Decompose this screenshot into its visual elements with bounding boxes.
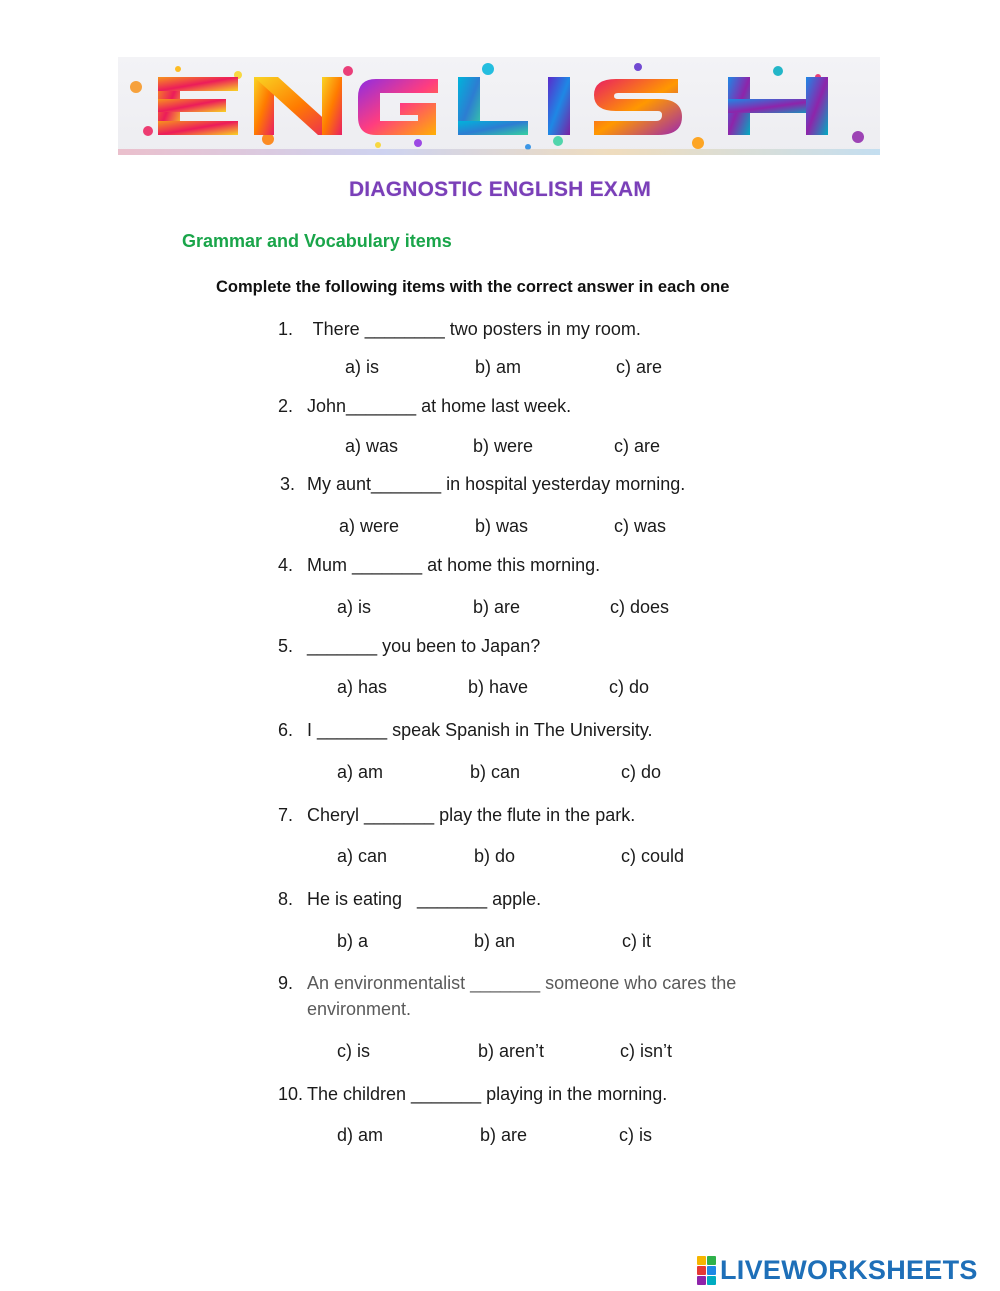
option-b[interactable]: b) an — [474, 931, 516, 951]
question-text: He is eating _______ apple. — [307, 889, 542, 909]
letter-g-graphic — [358, 79, 438, 135]
option-c[interactable]: c) is — [619, 1125, 652, 1145]
question-text: My aunt_______ in hospital yesterday morning. — [307, 474, 686, 494]
question-text: Cheryl _______ play the flute in the park. — [307, 805, 636, 825]
option-c[interactable]: c) does — [610, 597, 670, 617]
option-c[interactable]: c) could — [621, 846, 685, 866]
option-b[interactable]: b) can — [470, 762, 521, 782]
option-a[interactable]: a) is — [337, 597, 372, 617]
question-text: The children _______ playing in the morning. — [307, 1084, 668, 1104]
question-2 — [278, 396, 571, 417]
option-b[interactable]: b) are — [480, 1125, 528, 1145]
question-number: 7. — [278, 805, 294, 825]
letter-e-graphic — [158, 77, 238, 135]
question-number: 2. — [278, 396, 294, 416]
question-number: 10. — [278, 1084, 304, 1104]
letter-h-graphic — [728, 77, 828, 135]
question-6 — [278, 720, 653, 741]
option-b[interactable]: b) was — [475, 516, 529, 536]
question-text: I _______ speak Spanish in The University. — [307, 720, 653, 740]
paint-splash-graphic — [118, 57, 880, 155]
question-10 — [278, 1084, 667, 1105]
banner-color-strip — [118, 149, 880, 155]
question-text: _______ you been to Japan? — [307, 636, 541, 656]
option-c[interactable]: c) do — [621, 762, 662, 782]
instructions: Complete the following items with the correct answer in each one — [216, 278, 730, 296]
option-a[interactable]: a) were — [339, 516, 400, 536]
question-number: 9. — [278, 973, 294, 993]
option-b[interactable]: b) were — [473, 436, 534, 456]
option-a[interactable]: c) is — [337, 1041, 370, 1061]
letter-i-graphic — [548, 77, 570, 135]
option-a[interactable]: a) has — [337, 677, 388, 697]
option-a[interactable]: d) am — [337, 1125, 384, 1145]
option-c[interactable]: c) was — [614, 516, 667, 536]
question-text: Mum _______ at home this morning. — [307, 555, 601, 575]
letter-l-graphic — [458, 77, 528, 135]
question-number: 1. — [278, 319, 294, 339]
option-a[interactable]: a) can — [337, 846, 388, 866]
option-b[interactable]: b) aren’t — [478, 1041, 545, 1061]
question-3 — [280, 474, 685, 495]
option-b[interactable]: b) have — [468, 677, 529, 697]
question-text: John_______ at home last week. — [307, 396, 572, 416]
question-text: There ________ two posters in my room. — [308, 319, 641, 339]
option-c[interactable]: c) isn’t — [620, 1041, 673, 1061]
option-a[interactable]: b) a — [337, 931, 369, 951]
question-7 — [278, 805, 635, 826]
question-1 — [278, 319, 641, 340]
option-b[interactable]: b) are — [473, 597, 521, 617]
letter-s-graphic — [594, 79, 682, 135]
option-a[interactable]: a) is — [345, 357, 380, 377]
question-9 — [278, 973, 736, 994]
letter-n-graphic — [254, 77, 342, 135]
question-8 — [278, 889, 541, 910]
option-c[interactable]: c) are — [614, 436, 661, 456]
question-number: 3. — [280, 474, 296, 494]
english-banner — [118, 57, 880, 155]
section-heading: Grammar and Vocabulary items — [182, 231, 452, 251]
question-4 — [278, 555, 600, 576]
option-b[interactable]: b) am — [475, 357, 522, 377]
question-text: An environmentalist _______ someone who cares the — [307, 973, 737, 993]
option-a[interactable]: a) am — [337, 762, 384, 782]
option-a[interactable]: a) was — [345, 436, 399, 456]
option-b[interactable]: b) do — [474, 846, 516, 866]
liveworksheets-logo — [697, 1255, 978, 1285]
question-number: 5. — [278, 636, 294, 656]
page-title: DIAGNOSTIC ENGLISH EXAM — [348, 178, 652, 201]
question-number: 4. — [278, 555, 294, 575]
option-c[interactable]: c) are — [616, 357, 663, 377]
question-5 — [278, 636, 540, 657]
option-c[interactable]: c) it — [622, 931, 651, 951]
option-c[interactable]: c) do — [609, 677, 650, 697]
question-number: 6. — [278, 720, 294, 740]
question-number: 8. — [278, 889, 294, 909]
logo-text: LIVEWORKSHEETS — [720, 1254, 978, 1285]
question-text-continued: environment. — [307, 999, 412, 1019]
logo-blocks-icon — [697, 1256, 716, 1285]
